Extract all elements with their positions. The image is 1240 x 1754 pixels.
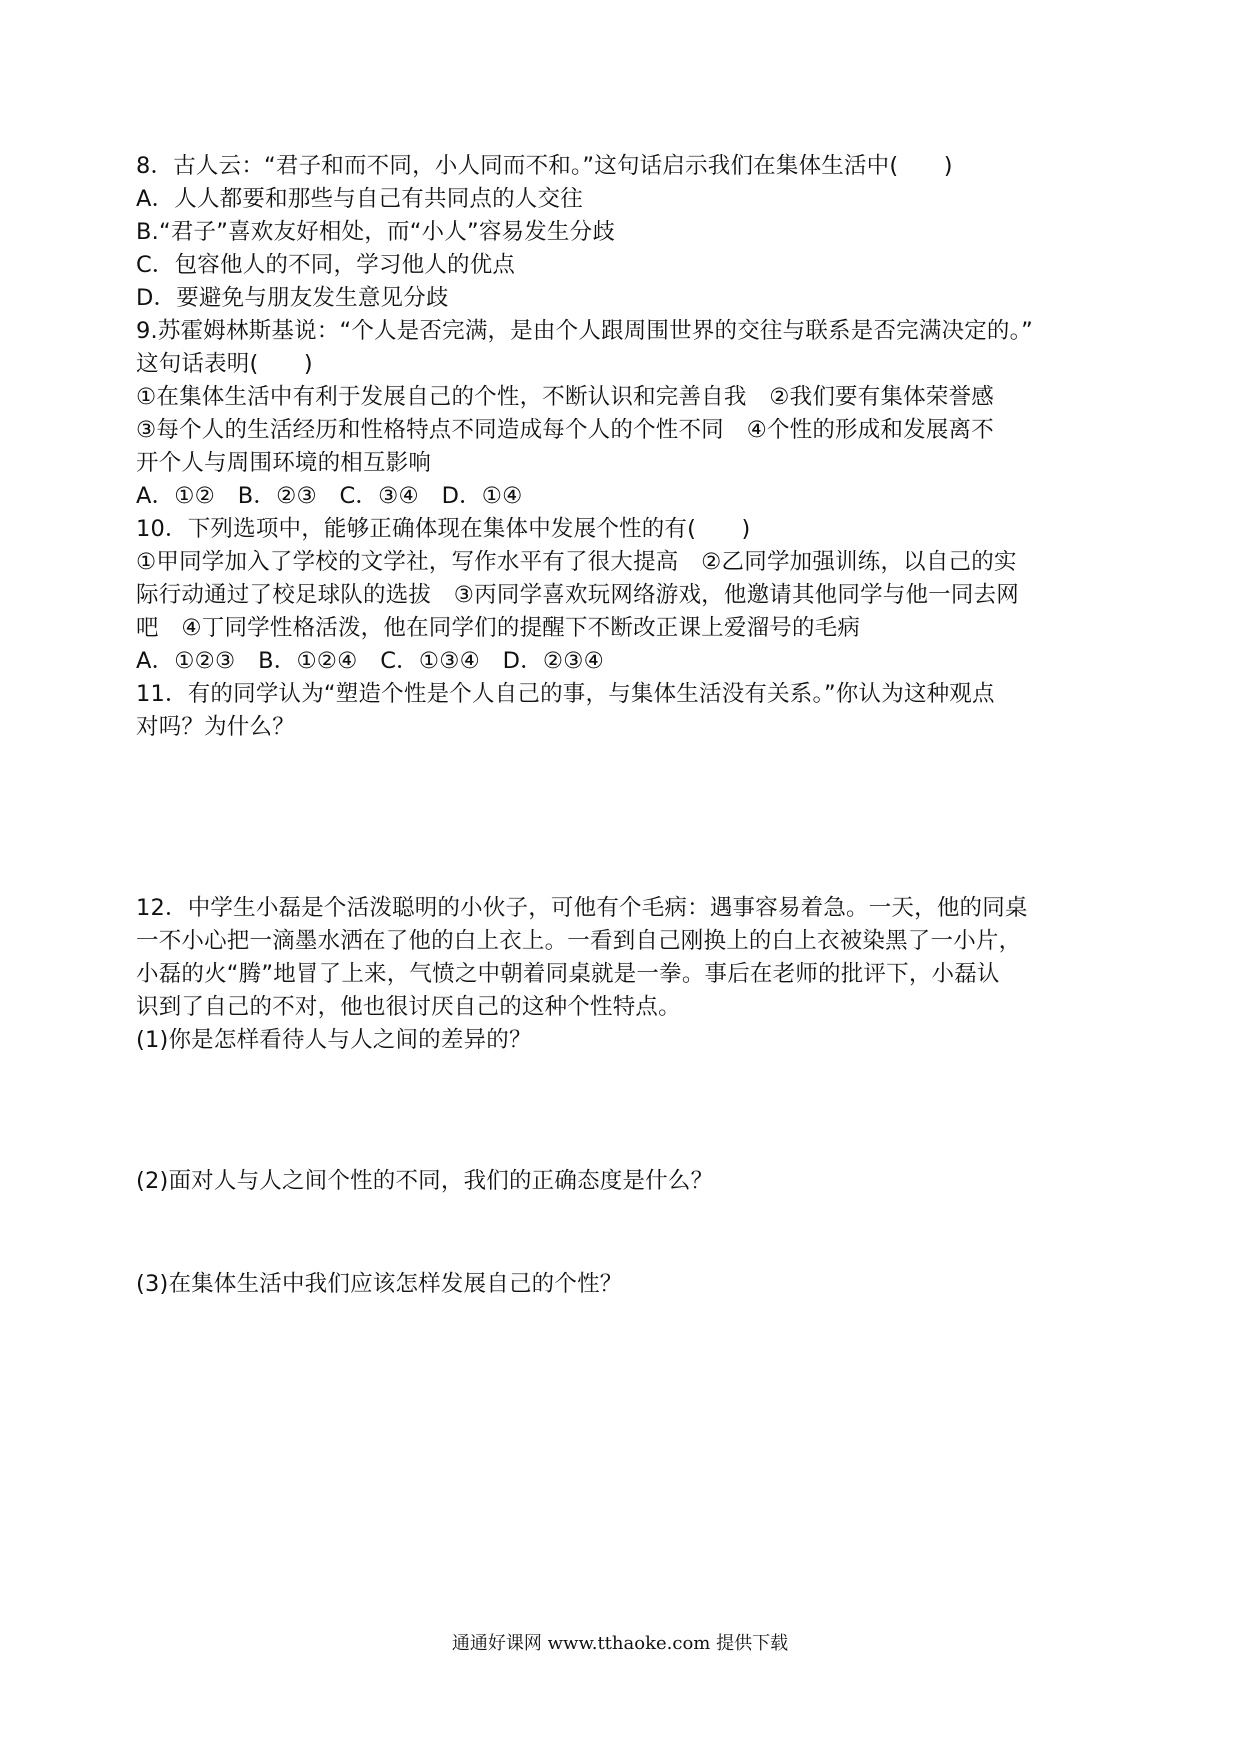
question-10-options: A．①②③ B．①②④ C．①③④ D．②③④ bbox=[136, 648, 605, 674]
question-12-stem-line-2: 一不小心把一滴墨水洒在了他的白上衣上。一看到自己刚换上的白上衣被染黑了一小片， bbox=[136, 928, 1022, 954]
sub-question-2-answer-space bbox=[136, 1198, 1116, 1268]
question-9-stem-line-1: 9.苏霍姆林斯基说：“个人是否完满，是由个人跟周围世界的交往与联系是否完满决定的。” bbox=[136, 318, 1033, 344]
question-8 bbox=[136, 150, 1116, 315]
question-10-stem: 10．下列选项中，能够正确体现在集体中发展个性的有( ) bbox=[136, 516, 751, 542]
question-9-stem-line-2: 这句话表明( ) bbox=[136, 351, 313, 377]
question-9-statement-line-2: ③每个人的生活经历和性格特点不同造成每个人的个性不同 ④个性的形成和发展离不 bbox=[136, 417, 994, 443]
question-8-option-c: C．包容他人的不同，学习他人的优点 bbox=[136, 252, 516, 278]
question-10-statement-line-3: 吧 ④丁同学性格活泼，他在同学们的提醒下不断改正课上爱溜号的毛病 bbox=[136, 615, 861, 641]
question-12-sub-question-3: (3)在集体生活中我们应该怎样发展自己的个性？ bbox=[136, 1271, 623, 1297]
question-9-options: A．①② B．②③ C．③④ D．①④ bbox=[136, 483, 523, 509]
question-10-statement-line-2: 际行动通过了校足球队的选拔 ③丙同学喜欢玩网络游戏，他邀请其他同学与他一同去网 bbox=[136, 582, 1019, 608]
question-9 bbox=[136, 315, 1116, 513]
question-10-statement-line-1: ①甲同学加入了学校的文学社，写作水平有了很大提高 ②乙同学加强训练，以自己的实 bbox=[136, 549, 1017, 575]
question-8-option-d: D．要避免与朋友发生意见分歧 bbox=[136, 285, 449, 311]
question-12-stem-line-4: 识到了自己的不对，他也很讨厌自己的这种个性特点。 bbox=[136, 994, 681, 1020]
question-11-stem-line-1: 11．有的同学认为“塑造个性是个人自己的事，与集体生活没有关系。”你认为这种观点 bbox=[136, 681, 995, 707]
question-11-stem-line-2: 对吗？为什么？ bbox=[136, 714, 295, 740]
sub-question-1-answer-space bbox=[136, 1057, 1116, 1165]
page-content bbox=[136, 150, 1116, 1301]
question-8-option-a: A．人人都要和那些与自己有共同点的人交往 bbox=[136, 186, 583, 212]
question-11-answer-space bbox=[136, 744, 1116, 892]
question-10 bbox=[136, 513, 1116, 678]
question-11 bbox=[136, 678, 1116, 892]
question-12 bbox=[136, 892, 1116, 1301]
question-12-sub-question-1: (1)你是怎样看待人与人之间的差异的？ bbox=[136, 1027, 532, 1053]
question-9-statement-line-1: ①在集体生活中有利于发展自己的个性，不断认识和完善自我 ②我们要有集体荣誉感 bbox=[136, 384, 994, 410]
question-9-statement-line-3: 开个人与周围环境的相互影响 bbox=[136, 450, 432, 476]
question-12-stem-line-3: 小磊的火“腾”地冒了上来，气愤之中朝着同桌就是一拳。事后在老师的批评下，小磊认 bbox=[136, 961, 1000, 987]
page-footer: 通通好课网 www.tthaoke.com 提供下载 bbox=[451, 1633, 789, 1654]
question-12-stem-line-1: 12．中学生小磊是个活泼聪明的小伙子，可他有个毛病：遇事容易着急。一天，他的同桌 bbox=[136, 895, 1028, 921]
question-8-option-b: B.“君子”喜欢友好相处，而“小人”容易发生分歧 bbox=[136, 219, 616, 245]
question-8-stem: 8．古人云：“君子和而不同，小人同而不和。”这句话启示我们在集体生活中( ) bbox=[136, 153, 953, 179]
question-12-sub-question-2: (2)面对人与人之间个性的不同，我们的正确态度是什么？ bbox=[136, 1168, 714, 1194]
